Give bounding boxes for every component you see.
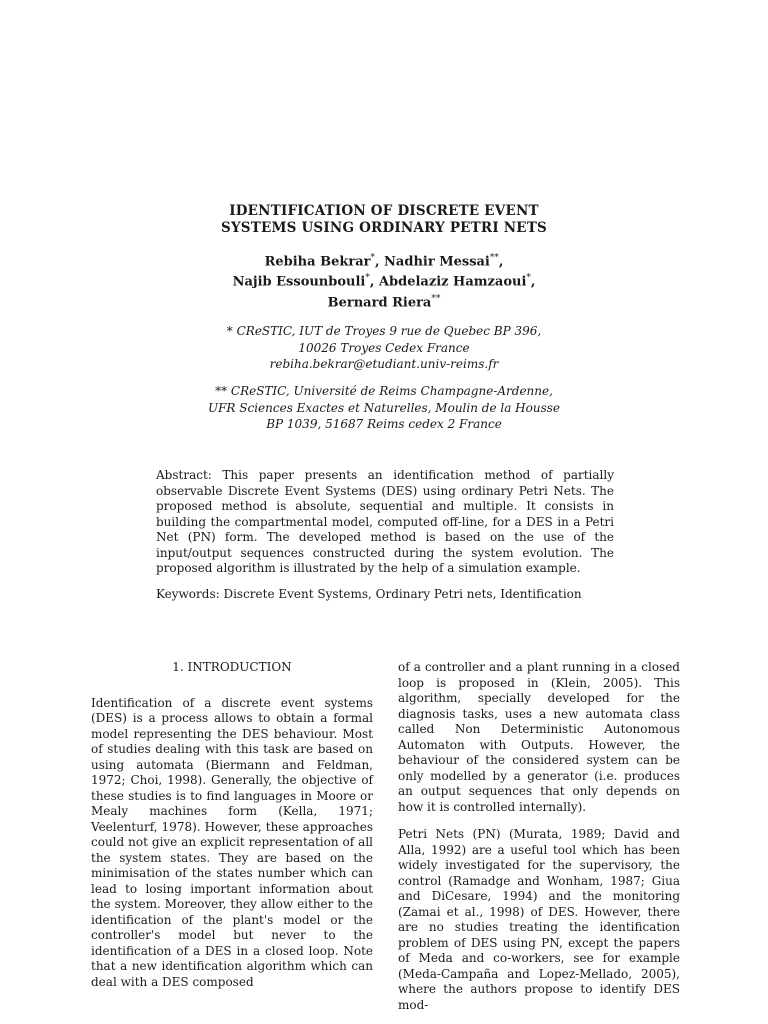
- title-line-1: IDENTIFICATION OF DISCRETE EVENT: [229, 203, 539, 219]
- affiliation-email: rebiha.bekrar@etudiant.univ-reims.fr: [269, 357, 499, 371]
- affiliation-1: [0, 323, 768, 373]
- right-column: [398, 660, 680, 1013]
- author-list: [0, 250, 768, 311]
- keywords: Keywords: Discrete Event Systems, Ordinary Petri nets, Identification: [156, 587, 582, 601]
- intro-paragraph-left: Identification of a discrete event systems (DES) is a process allows to obtain a formal model representing the DES behaviour. Most of studies dealing with this task are based on using automata (Biermann and Feldman, 1972; Choi, 1998). Generally, the objective of these studies is to find languages in Moore or Mealy machines form (Kella, 1971; Veelenturf, 1978). However, these approaches could not give an explicit representation of all the system states. They are based on the minimisation of the states number which can lead to losing important information about the system. Moreover, they allow either to the identification of the plant's model or the controller's model but never to the identification of a DES in a closed loop. Note that a new identification algorithm which can deal with a DES composed: [91, 695, 373, 989]
- author-mark: *: [370, 253, 375, 263]
- author-name: Abdelaziz Hamzaoui: [378, 274, 527, 290]
- affiliation-line: BP 1039, 51687 Reims cedex 2 France: [266, 417, 502, 431]
- author-mark: **: [489, 253, 499, 263]
- author-mark: *: [526, 273, 531, 284]
- author-mark: *: [365, 273, 370, 284]
- author-name: Nadhir Messai: [384, 254, 490, 270]
- affiliation-line: UFR Sciences Exactes et Naturelles, Moulin de la Housse: [207, 400, 561, 415]
- paper-title: [0, 203, 768, 237]
- author-mark: **: [431, 293, 441, 304]
- affiliation-line: ** CReSTIC, Université de Reims Champagne-Ardenne,: [215, 384, 553, 398]
- author-line-2: Najib Essounbouli*, Abdelaziz Hamzaoui*,: [232, 273, 536, 290]
- left-column: [91, 660, 373, 990]
- author-name: Najib Essounbouli: [232, 274, 366, 290]
- abstract: Abstract: This paper presents an identification method of partially observable Discrete Event Systems (DES) using ordinary Petri Nets. The proposed method is absolute, sequential and multiple. It consists in building the compartmental model, computed off-line, for a DES in a Petri Net (PN) form. The developed method is based on the use of the input/output sequences constructed during the system evolution. The proposed algorithm is illustrated by the help of a simulation example.: [156, 468, 614, 575]
- affiliation-line: * CReSTIC, IUT de Troyes 9 rue de Quebec BP 396,: [226, 324, 542, 338]
- author-name: Bernard Riera: [327, 294, 432, 310]
- author-line-3: [0, 291, 768, 311]
- title-line-2: SYSTEMS USING ORDINARY PETRI NETS: [221, 220, 547, 236]
- intro-paragraph-right-1: of a controller and a plant running in a closed loop is proposed in (Klein, 2005). This algorithm, specially developed for the diagnosis tasks, uses a new automata class called Non Deterministic Autonomous Automaton with Outputs. However, the behaviour of the considered system can be only modelled by a generator (i.e. produces an output sequences that only depends on how it is controlled internally).: [398, 660, 680, 814]
- author-name: Rebiha Bekrar: [264, 254, 371, 270]
- section-heading: 1. INTRODUCTION: [172, 660, 292, 674]
- affiliation-2: [0, 383, 768, 433]
- author-line-1: Rebiha Bekrar*, Nadhir Messai**,: [264, 253, 504, 270]
- affiliation-line: 10026 Troyes Cedex France: [298, 340, 470, 355]
- intro-paragraph-right-2: Petri Nets (PN) (Murata, 1989; David and Alla, 1992) are a useful tool which has been widely investigated for the supervisory, the control (Ramadge and Wonham, 1987; Giua and DiCesare, 1994) and the monitoring (Zamai et al., 1998) of DES. However, there are no studies treating the identification problem of DES using PN, except the papers of Meda and co-workers, see for example (Meda-Campaña and Lopez-Mellado, 2005), where the authors propose to identify DES mod-: [398, 827, 680, 1012]
